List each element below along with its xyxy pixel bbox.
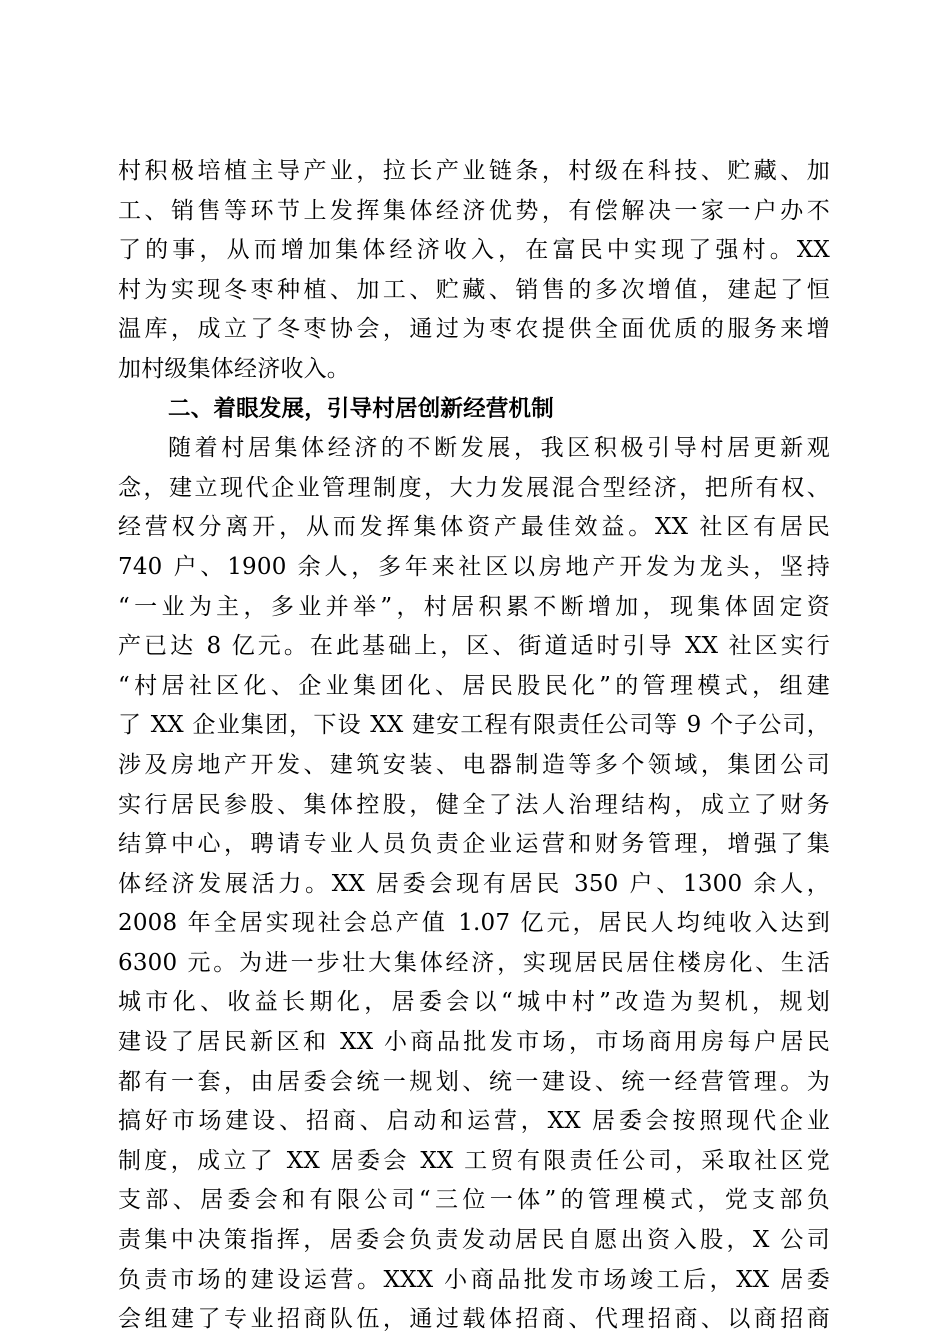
text-line: 支部、居委会和有限公司“三位一体”的管理模式，党支部负 (118, 1187, 830, 1214)
text-line: 会组建了专业招商队伍，通过载体招商、代理招商、以商招商 (118, 1306, 830, 1333)
text-line: 村积极培植主导产业，拉长产业链条，村级在科技、贮藏、加 (118, 158, 830, 184)
text-line: 2008 年全居实现社会总产值 1.07 亿元，居民人均纯收入达到 (118, 910, 830, 937)
text-line: 搞好市场建设、招商、启动和运营，XX 居委会按照现代企业 (118, 1108, 830, 1135)
text-line: 加村级集体经济收入。 (118, 355, 350, 382)
text-line: 建设了居民新区和 XX 小商品批发市场，市场商用房每户居民 (118, 1029, 830, 1056)
document-body (118, 152, 830, 1340)
text-line: 实行居民参股、集体控股，健全了法人治理结构，成立了财务 (118, 791, 830, 818)
text-line: 都有一套，由居委会统一规划、统一建设、统一经营管理。为 (118, 1068, 830, 1095)
text-line: 制度，成立了 XX 居委会 XX 工贸有限责任公司，采取社区党 (118, 1147, 830, 1174)
text-line: 念，建立现代企业管理制度，大力发展混合型经济，把所有权、 (118, 474, 830, 501)
text-line: 涉及房地产开发、建筑安装、电器制造等多个领域，集团公司 (118, 751, 830, 778)
text-line: 村为实现冬枣种植、加工、贮藏、销售的多次增值，建起了恒 (118, 276, 830, 303)
paragraph-2 (118, 429, 830, 1340)
section-heading: 二、着眼发展，引导村居创新经营机制 (168, 395, 554, 422)
text-line: 经营权分离开，从而发挥集体资产最佳效益。XX 社区有居民 (118, 514, 830, 541)
text-line: 负责市场的建设运营。XXX 小商品批发市场竣工后，XX 居委 (118, 1266, 830, 1293)
text-line: 责集中决策指挥，居委会负责发动居民自愿出资入股，X 公司 (118, 1227, 830, 1254)
text-line: “村居社区化、企业集团化、居民股民化”的管理模式，组建 (118, 672, 830, 699)
text-line: 产已达 8 亿元。在此基础上，区、街道适时引导 XX 社区实行 (118, 633, 830, 660)
text-line: “一业为主，多业并举”，村居积累不断增加，现集体固定资 (118, 593, 830, 620)
text-line: 工、销售等环节上发挥集体经济优势，有偿解决一家一户办不 (118, 197, 830, 224)
text-line: 6300 元。为进一步壮大集体经济，实现居民居住楼房化、生活 (118, 949, 830, 976)
text-line: 740 户、1900 余人，多年来社区以房地产开发为龙头，坚持 (118, 553, 830, 580)
text-line: 体经济发展活力。XX 居委会现有居民 350 户、1300 余人， (118, 870, 830, 897)
paragraph-1 (118, 152, 830, 390)
text-line: 温库，成立了冬枣协会，通过为枣农提供全面优质的服务来增 (118, 316, 830, 343)
text-line: 了的事，从而增加集体经济收入，在富民中实现了强村。XX (118, 237, 830, 264)
text-line: 结算中心，聘请专业人员负责企业运营和财务管理，增强了集 (118, 831, 830, 858)
text-line: 随着村居集体经济的不断发展，我区积极引导村居更新观 (168, 435, 830, 462)
text-line: 了 XX 企业集团，下设 XX 建安工程有限责任公司等 9 个子公司， (118, 712, 830, 739)
text-line: 城市化、收益长期化，居委会以“城中村”改造为契机，规划 (118, 989, 830, 1016)
